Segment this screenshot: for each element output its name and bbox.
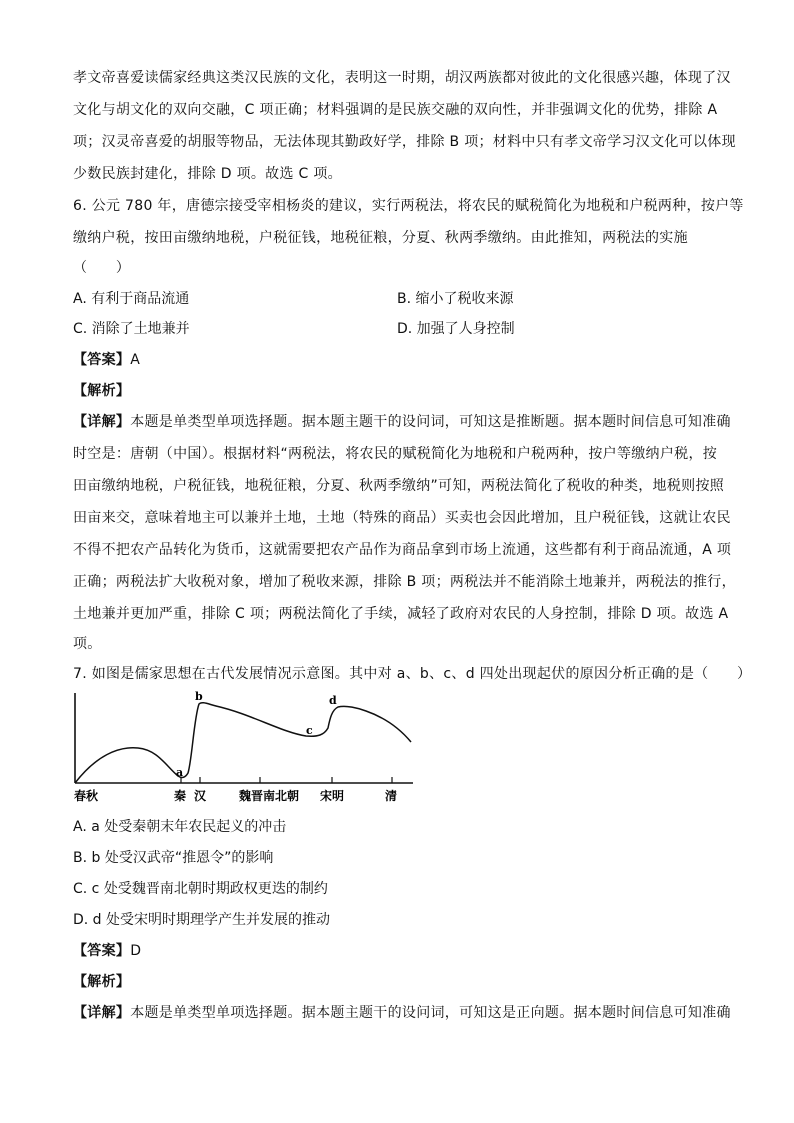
answer-value: D (130, 943, 142, 959)
q6-detail-line: 正确；两税法扩大收税对象，增加了税收来源，排除 B 项；两税法并不能消除土地兼并，两税法的推行， (73, 574, 736, 590)
q6-detail-line: 田亩来交，意味着地主可以兼并土地，土地（特殊的商品）买卖也会因此增加，且户税征钱，这就让农民 (73, 510, 731, 526)
answer-value: A (130, 352, 141, 368)
analysis-tag: 【解析】 (73, 974, 131, 990)
q6-detail-line: 项。 (73, 636, 102, 652)
q6-option-c: C. 消除了土地兼并 (73, 321, 190, 337)
q6-detail-line (73, 412, 731, 432)
diagram-curve (75, 703, 411, 783)
axis-label: 宋明 (320, 789, 345, 803)
axis-label: 汉 (194, 789, 207, 803)
q6-stem-line: 6. 公元 780 年，唐德宗接受宰相杨炎的建议，实行两税法，将农民的赋税简化为地税和户税两种，按户等 (73, 198, 744, 214)
confucianism-development-diagram (66, 688, 418, 806)
q6-option-d: D. 加强了人身控制 (397, 321, 515, 337)
q6-answer (73, 350, 140, 370)
q6-detail-line: 不得不把农产品转化为货币，这就需要把农产品作为商品拿到市场上流通，这些都有利于商品流通，A 项 (73, 542, 732, 558)
q6-stem-line: 缴纳户税，按田亩缴纳地税，户税征钱，地税征粮，分夏、秋两季缴纳。由此推知，两税法的实施 (73, 230, 688, 246)
q6-detail-line: 田亩缴纳地税，户税征钱，地税征粮，分夏、秋两季缴纳”可知，两税法简化了税收的种类，地税则按照 (73, 478, 725, 494)
q5-explanation-line: 孝文帝喜爱读儒家经典这类汉民族的文化，表明这一时期，胡汉两族都对彼此的文化很感兴趣，体现了汉 (73, 70, 731, 86)
q6-answer-blank: （ ） (73, 260, 131, 276)
point-label-a: a (176, 766, 184, 779)
q6-detail-line: 时空是：唐朝（中国）。根据材料“两税法，将农民的赋税简化为地税和户税两种，按户等缴纳户税，按 (73, 446, 718, 462)
q7-stem: 7. 如图是儒家思想在古代发展情况示意图。其中对 a、b、c、d 四处出现起伏的原因分析正确的是（ ） (73, 666, 752, 682)
q6-analysis-tag (73, 381, 130, 401)
q5-explanation-line: 少数民族封建化，排除 D 项。故选 C 项。 (73, 166, 342, 182)
detail-tag: 【详解】 (73, 1005, 131, 1021)
answer-tag: 【答案】 (73, 943, 131, 959)
axis-label: 秦 (174, 789, 187, 803)
q6-option-b: B. 缩小了税收来源 (397, 291, 514, 307)
point-label-b: b (195, 690, 203, 703)
q5-explanation-line: 文化与胡文化的双向交融，C 项正确；材料强调的是民族交融的双向性，并非强调文化的优势，排除 A (73, 102, 718, 118)
detail-text: 本题是单类型单项选择题。据本题主题干的设问词，可知这是正向题。据本题时间信息可知准确 (130, 1005, 731, 1021)
q7-detail-line (73, 1003, 731, 1023)
answer-tag: 【答案】 (73, 352, 131, 368)
q7-analysis-tag (73, 972, 130, 992)
q7-option-b: B. b 处受汉武帝“推恩令”的影响 (73, 850, 274, 866)
q7-option-c: C. c 处受魏晋南北朝时期政权更迭的制约 (73, 881, 328, 897)
detail-tag: 【详解】 (73, 414, 131, 430)
analysis-tag: 【解析】 (73, 383, 131, 399)
q5-explanation-line: 项；汉灵帝喜爱的胡服等物品，无法体现其勤政好学，排除 B 项；材料中只有孝文帝学习汉文化可以体现 (73, 134, 736, 150)
axis-label: 春秋 (74, 789, 99, 803)
q7-answer (73, 941, 141, 961)
point-label-c: c (306, 724, 313, 737)
q6-option-a: A. 有利于商品流通 (73, 291, 190, 307)
q7-option-d: D. d 处受宋明时期理学产生并发展的推动 (73, 912, 331, 928)
axis-label: 清 (385, 789, 398, 803)
axis-label: 魏晋南北朝 (239, 789, 300, 803)
q6-detail-line: 土地兼并更加严重，排除 C 项；两税法简化了手续，减轻了政府对农民的人身控制，排除 D 项。故选 A (73, 606, 729, 622)
point-label-d: d (329, 694, 337, 707)
detail-text: 本题是单类型单项选择题。据本题主题干的设问词，可知这是推断题。据本题时间信息可知准确 (130, 414, 731, 430)
q7-option-a: A. a 处受秦朝末年农民起义的冲击 (73, 819, 287, 835)
